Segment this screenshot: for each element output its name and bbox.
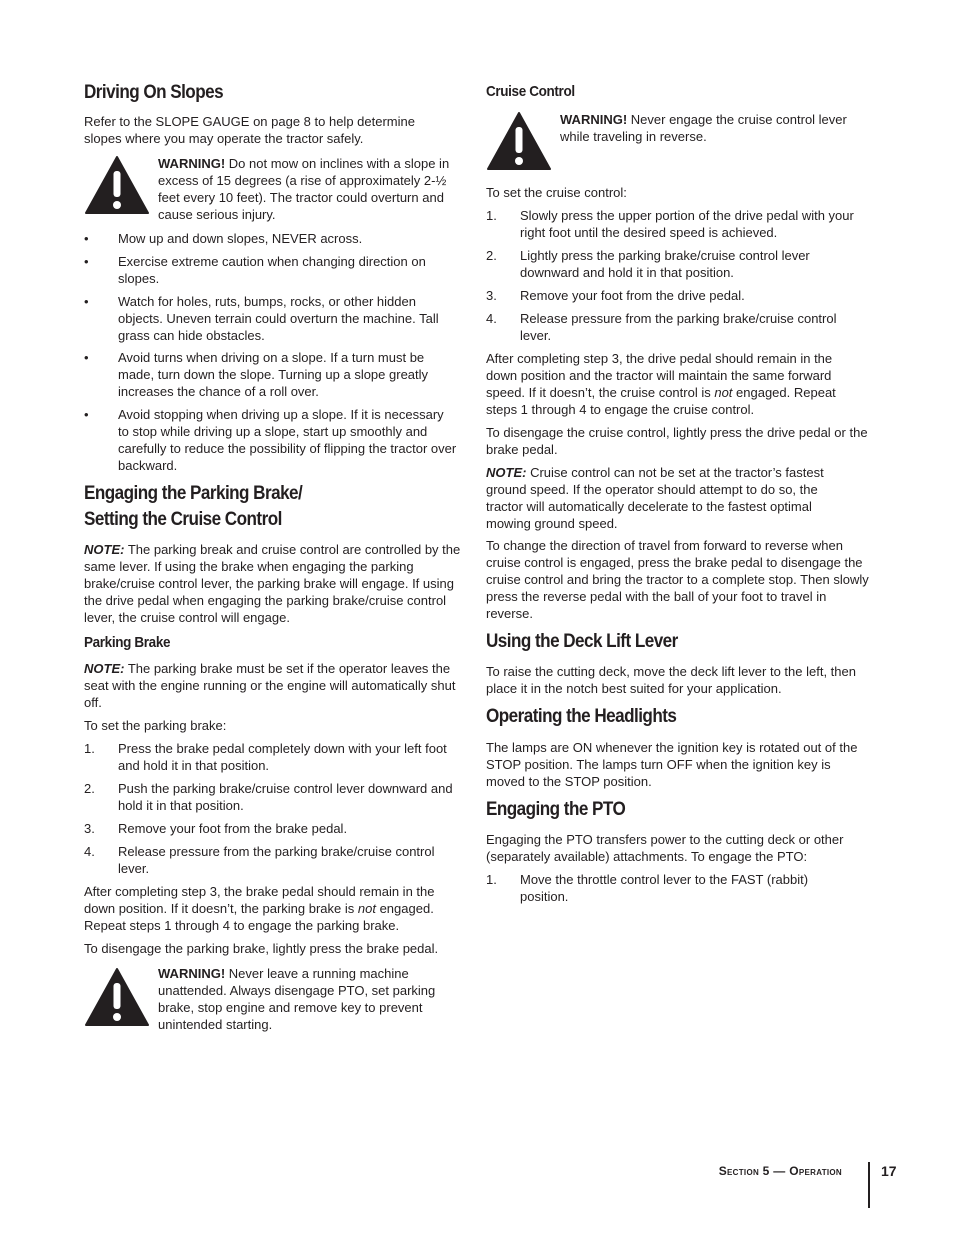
step-number: 1. bbox=[84, 741, 95, 756]
bullet-icon: • bbox=[84, 294, 89, 309]
cruise-warning bbox=[486, 111, 870, 173]
step-number: 1. bbox=[486, 208, 497, 223]
section-label: Section 5 — Operation bbox=[718, 1164, 842, 1178]
parking-brake-heading: Parking Brake bbox=[84, 634, 171, 651]
cruise-warning-text bbox=[560, 111, 864, 145]
after-text-a: After completing step 3, the drive pedal should remain in the down position and the tractor will maintain the same forward speed. If it doesn’t, the cruise control is bbox=[486, 351, 833, 400]
list-item-text: Mow up and down slopes, NEVER across. bbox=[118, 231, 363, 246]
deck-lift-text: To raise the cutting deck, move the deck lift lever to the left, then place it in the notch best suited for your application. bbox=[486, 664, 856, 696]
warning-body: Never leave a running machine unattended. Always disengage PTO, set parking brake, stop engine and remove key to prevent unintended starting. bbox=[158, 966, 436, 1032]
warning-label: WARNING! bbox=[158, 156, 226, 171]
parking-brake-disengage: To disengage the parking brake, lightly press the brake pedal. bbox=[84, 941, 439, 956]
warning-icon bbox=[486, 111, 552, 171]
warning-body: Never engage the cruise control lever while traveling in reverse. bbox=[560, 112, 847, 144]
bullet-icon: • bbox=[84, 254, 89, 269]
pto-heading: Engaging the PTO bbox=[486, 799, 626, 820]
deck-lift-heading: Using the Deck Lift Lever bbox=[486, 631, 678, 652]
list-item-text: Slowly press the upper portion of the drive pedal with your right foot until the desired speed is achieved. bbox=[520, 208, 854, 240]
page-number: 17 bbox=[881, 1163, 897, 1179]
cruise-note bbox=[486, 464, 836, 532]
step-number: 3. bbox=[486, 288, 497, 303]
engaging-brake-note bbox=[84, 541, 466, 626]
list-item-text: Avoid stopping when driving up a slope. If it is necessary to stop while driving up a slope, start up smoothly and carefully to reduce the possibility of flipping the tractor over backward. bbox=[118, 407, 457, 473]
cruise-control-heading: Cruise Control bbox=[486, 83, 575, 100]
step-number: 4. bbox=[486, 311, 497, 326]
step-number: 4. bbox=[84, 844, 95, 859]
bullet-icon: • bbox=[84, 407, 89, 422]
cruise-intro: To set the cruise control: bbox=[486, 185, 627, 200]
cruise-direction: To change the direction of travel from forward to reverse when cruise control is engaged, press the brake pedal to disengage the cruise control and bring the tractor to a complete stop. Then slowly press the reverse pedal with the ball of your foot to travel in reverse. bbox=[486, 538, 869, 621]
warning-label: WARNING! bbox=[158, 966, 226, 981]
after-text-emphasis: not bbox=[714, 385, 733, 400]
bullet-icon: • bbox=[84, 231, 89, 246]
list-item-text: Press the brake pedal completely down with your left foot and hold it in that position. bbox=[118, 741, 447, 773]
step-number: 2. bbox=[84, 781, 95, 796]
list-item-text: Watch for holes, ruts, bumps, rocks, or other hidden objects. Uneven terrain could overturn the machine. Tall grass can hide obstacles. bbox=[118, 294, 439, 343]
after-text-b: engaged. Repeat steps 1 through 4 to engage the cruise control. bbox=[486, 385, 836, 417]
list-item-text: Avoid turns when driving on a slope. If a turn must be made, turn down the slope. Turning up a slope greatly increases the chance of a roll over. bbox=[118, 350, 429, 399]
pto-text: Engaging the PTO transfers power to the cutting deck or other (separately available) attachments. To engage the PTO: bbox=[486, 832, 844, 864]
list-item-text: Release pressure from the parking brake/cruise control lever. bbox=[520, 311, 837, 343]
list-item-text: Lightly press the parking brake/cruise control lever downward and hold it in that position. bbox=[520, 248, 810, 280]
driving-on-slopes-heading: Driving On Slopes bbox=[84, 82, 224, 103]
note-body: The parking brake must be set if the operator leaves the seat with the engine running or the engine will automatically shut off. bbox=[84, 661, 456, 710]
list-item-text: Move the throttle control lever to the FAST (rabbit) position. bbox=[520, 872, 809, 904]
warning-icon bbox=[84, 967, 150, 1027]
after-text-emphasis: not bbox=[357, 901, 376, 916]
list-item-text: Release pressure from the parking brake/cruise control lever. bbox=[118, 844, 435, 876]
note-label: NOTE: bbox=[486, 465, 527, 480]
after-text-a: After completing step 3, the brake pedal should remain in the down position. If it doesn’t, the parking brake is bbox=[84, 884, 435, 916]
engaging-brake-heading-line2: Setting the Cruise Control bbox=[84, 509, 282, 530]
note-body: The parking break and cruise control are controlled by the same lever. If using the brake when engaging the parking brake/cruise control lever, the parking brake will engage. If using the drive pedal when engaging the parking brake/cruise control lever, the cruise control will engage. bbox=[84, 542, 461, 625]
list-item-text: Exercise extreme caution when changing direction on slopes. bbox=[118, 254, 426, 286]
headlights-text: The lamps are ON whenever the ignition key is rotated out of the STOP position. The lamps turn OFF when the ignition key is moved to the STOP position. bbox=[486, 740, 858, 789]
after-text-b: engaged. Repeat steps 1 through 4 to engage the parking brake. bbox=[84, 901, 434, 933]
slope-warning bbox=[84, 155, 466, 222]
warning-icon bbox=[84, 155, 150, 215]
engaging-brake-heading-line1: Engaging the Parking Brake/ bbox=[84, 483, 303, 504]
parking-brake-note bbox=[84, 660, 466, 711]
note-label: NOTE: bbox=[84, 542, 125, 557]
step-number: 1. bbox=[486, 872, 497, 887]
warning-label: WARNING! bbox=[560, 112, 628, 127]
list-item-text: Remove your foot from the drive pedal. bbox=[520, 288, 745, 303]
headlights-heading: Operating the Headlights bbox=[486, 706, 677, 727]
footer-divider bbox=[868, 1162, 870, 1208]
list-item-text: Remove your foot from the brake pedal. bbox=[118, 821, 348, 836]
cruise-disengage: To disengage the cruise control, lightly press the drive pedal or the brake pedal. bbox=[486, 425, 868, 457]
step-number: 2. bbox=[486, 248, 497, 263]
parking-warning-text bbox=[158, 965, 448, 1033]
parking-warning bbox=[84, 965, 466, 1032]
warning-body: Do not mow on inclines with a slope in excess of 15 degrees (a rise of approximately 2-½ feet every 10 feet). The tractor could overturn and cause serious injury. bbox=[158, 156, 450, 222]
driving-on-slopes-intro: Refer to the SLOPE GAUGE on page 8 to help determine slopes where you may operate the tractor safely. bbox=[84, 114, 415, 146]
parking-brake-intro: To set the parking brake: bbox=[84, 718, 227, 733]
cruise-after bbox=[486, 350, 858, 418]
bullet-icon: • bbox=[84, 350, 89, 365]
parking-brake-after bbox=[84, 883, 462, 934]
slope-warning-text bbox=[158, 155, 464, 223]
list-item-text: Push the parking brake/cruise control lever downward and hold it in that position. bbox=[118, 781, 453, 813]
page-footer bbox=[680, 1162, 897, 1208]
note-label: NOTE: bbox=[84, 661, 125, 676]
step-number: 3. bbox=[84, 821, 95, 836]
note-body: Cruise control can not be set at the tractor’s fastest ground speed. If the operator should attempt to do so, the tractor will automatically decelerate to the fastest optimal mowing ground speed. bbox=[486, 465, 824, 531]
